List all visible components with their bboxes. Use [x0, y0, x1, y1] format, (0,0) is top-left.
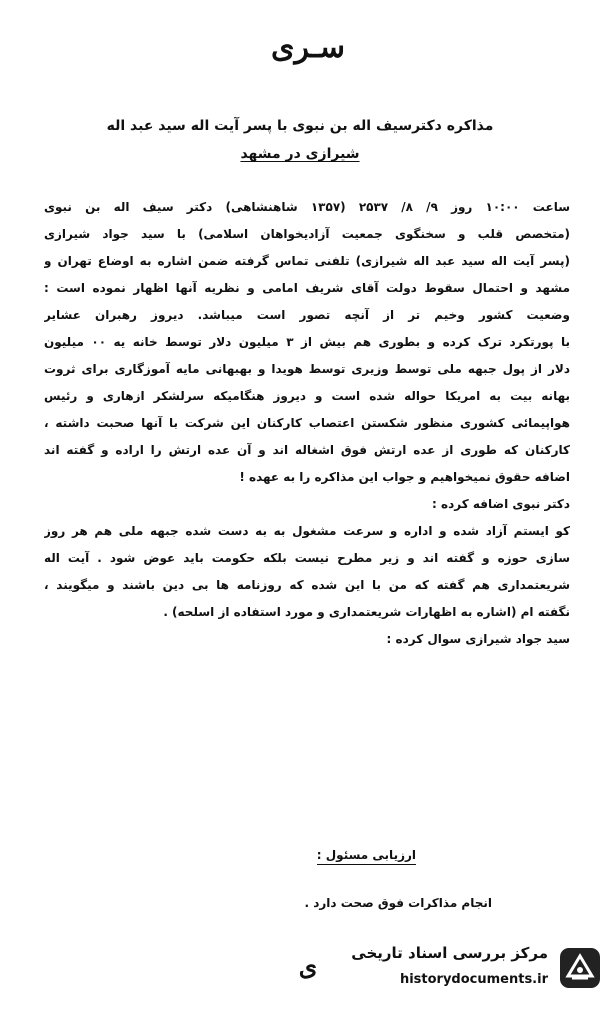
watermark-url: historydocuments.ir: [399, 972, 548, 987]
body-line: وضعیت کشور وخیم تر از آنچه تصور است میباشد. دیروز رهبران عشایر: [44, 308, 570, 322]
body-line: مشهد و احتمال سقوط دولت آقای شریف امامی و نظریه آنها اظهار نموده است :: [44, 281, 570, 295]
document-body: [44, 194, 570, 653]
subject-line-1: مذاکره دکترسیف اله بن نبوی با پسر آیت اله سید عبد اله: [106, 118, 494, 134]
body-line: (متخصص قلب و سخنگوی جمعیت آزادیخواهان اسلامی) با سید جواد شیرازی: [44, 227, 570, 241]
body-line: سازی حوزه و گفته اند و زیر مطرح نیست بلکه حکومت باید عوض شود . آیت اله: [44, 551, 570, 565]
body-line: سید جواد شیرازی سوال کرده :: [386, 632, 570, 646]
body-line: کو ایستم آزاد شده و اداره و سرعت مشغول به به دست شده جبهه ملی هم هر روز: [44, 524, 570, 538]
evaluation-note: انجام مذاکرات فوق صحت دارد .: [304, 896, 492, 910]
body-line: هواپیمائی کشوری منظور شکستن اعتصاب کارکنان این شرکت با آنها صحبت داشته ،: [44, 416, 570, 430]
archive-logo-icon: [558, 946, 602, 990]
body-line: شریعتمداری هم گفته که من با این شده که روزنامه ها بی دین باشند و میگویند ،: [44, 578, 570, 592]
classification-heading: سـری: [271, 30, 345, 65]
signature-mark: ی: [296, 951, 319, 982]
body-line: بهانه بیت به امریکا حواله شده است و دیروز هنگامیکه سرلشکر ازهاری و رئیس: [44, 389, 570, 403]
body-line: دلار از پول جبهه ملی توسط وزیری توسط هویدا و بهبهانی مایه آموزگاری برای ثروت: [44, 362, 570, 376]
body-line: (پسر آیت اله سید عبد اله شیرازی) تلفنی تماس گرفته ضمن اشاره به اوضاع تهران و: [44, 254, 570, 268]
body-line: کارکنان که طوری از عده ارتش فوق اشغاله اند و آن عده ارتش را اراده و گفته اند: [44, 443, 570, 457]
evaluation-label: ارزیابی مسئول :: [317, 848, 416, 865]
watermark: [306, 942, 606, 1000]
watermark-title: مرکز بررسی اسناد تاریخی: [351, 944, 548, 962]
body-line: نگفته ام (اشاره به اظهارات شریعتمداری و مورد استفاده از اسلحه) .: [163, 605, 570, 619]
body-line: اضافه حقوق نمیخواهیم و جواب این مذاکره را به عهده !: [239, 470, 570, 484]
body-line: ساعت ۱۰:۰۰ روز ۹/ ۸/ ۲۵۳۷ (۱۳۵۷ شاهنشاهی) دکتر سیف اله بن نبوی: [44, 200, 570, 214]
subject-line-2: شیرازی در مشهد: [240, 146, 360, 162]
body-line: با پورتکرد ترک کرده و بطوری هم بیش از ۳ میلیون دلار توسط خانه یه ۰۰ میلیون: [44, 335, 570, 349]
body-line: دکتر نبوی اضافه کرده :: [432, 497, 570, 511]
